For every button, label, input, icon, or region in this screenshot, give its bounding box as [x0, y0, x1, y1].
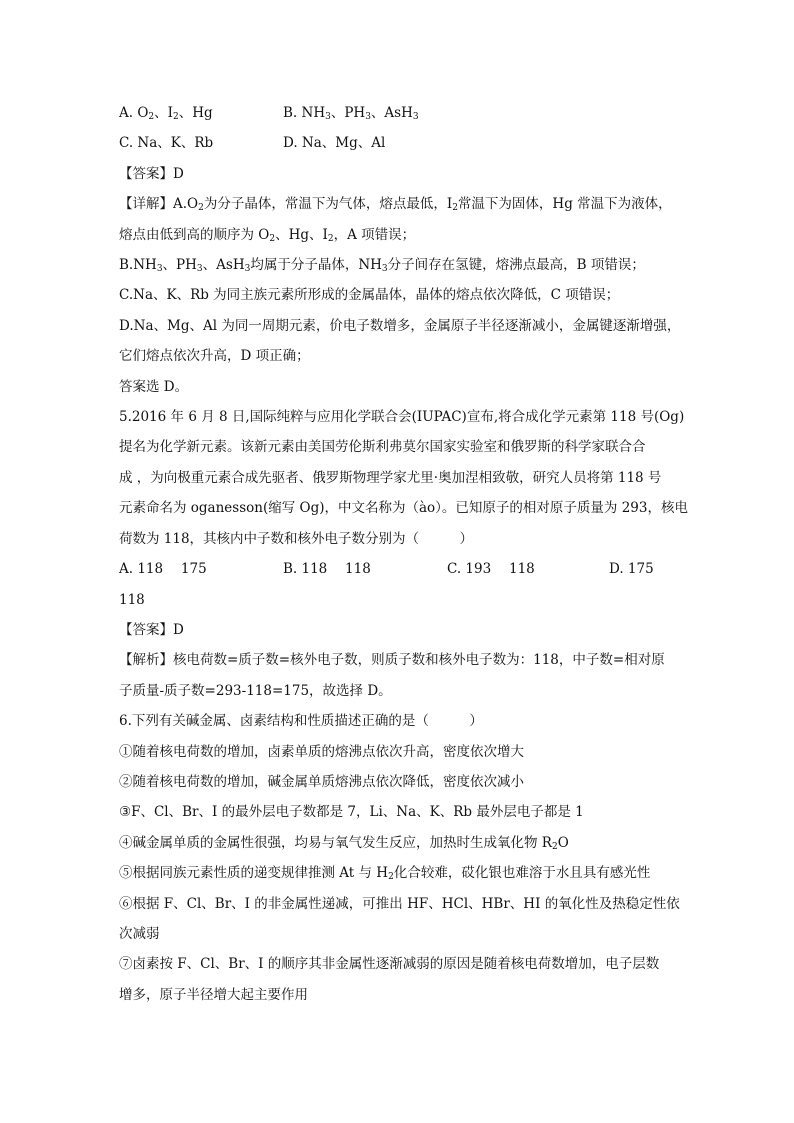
- q5-option-d: D. 175: [609, 561, 654, 578]
- q6-statement-1: ①随着核电荷数的增加，卤素单质的熔沸点依次升高，密度依次增大: [119, 743, 524, 760]
- q5-stem-line-4: 元素命名为 oganesson(缩写 Og)，中文名称为（ào）。已知原子的相对原子质量为 293，核电: [119, 500, 688, 517]
- q6-statement-7-line-2: 增多，原子半径增大起主要作用: [119, 986, 308, 1003]
- q5-option-b: B. 118 118: [283, 561, 371, 578]
- q4-options-row-1: [119, 98, 699, 128]
- q4-answer: 【答案】D: [119, 165, 184, 182]
- q6-statement-5: ⑤根据同族元素性质的递变规律推测 At 与 $H_2$化合较难，砹化银也难溶于水且具有感光性: [119, 865, 651, 883]
- q6-statement-7-line-1: ⑦卤素按 F、Cl、Br、I 的顺序其非金属性逐渐减弱的原因是随着核电荷数增加，电子层数: [119, 956, 660, 973]
- q6-stem: 6.下列有关碱金属、卤素结构和性质描述正确的是（ ）: [119, 713, 483, 730]
- q4-detail-line-3: $B.NH_3$、$PH_3$、AsH$_3$均属于分子晶体，$NH_3$分子间存在氢键，熔沸点最高，B 项错误；: [119, 257, 645, 275]
- q4-detail-line-5: D.Na、Mg、Al 为同一周期元素，价电子数增多，金属原子半径逐渐减小，金属键逐渐增强，: [119, 317, 681, 334]
- q4-option-a: A. $O_2$、$I_2$、Hg: [119, 105, 213, 122]
- document-page: [119, 98, 699, 1010]
- q5-option-c: C. 193 118: [447, 561, 535, 578]
- q5-options-row: [119, 554, 699, 584]
- q4-detail-line-4: C.Na、K、Rb 为同主族元素所形成的金属晶体，晶体的熔点依次降低，C 项错误；: [119, 287, 620, 304]
- q5-answer: 【答案】D: [119, 621, 184, 638]
- q4-detail-line-1: 【详解】$A.O_2$为分子晶体，常温下为气体，熔点最低，$I_2$常温下为固体，Hg 常温下为液体，: [119, 196, 672, 214]
- q5-stem-line-1: 5.2016 年 6 月 8 日,国际纯粹与应用化学联合会(IUPAC)宣布,将合成化学元素第 118 号(Og): [119, 409, 685, 426]
- q5-option-d-continued: 118: [119, 591, 145, 608]
- q5-stem-line-2: 提名为化学新元素。该新元素由美国劳伦斯利弗莫尔国家实验室和俄罗斯的科学家联合合: [119, 439, 646, 456]
- q4-detail-line-2: 熔点由低到高的顺序为 $O_2$、Hg、$I_2$，A 项错误；: [119, 226, 416, 244]
- q5-option-a: A. 118 175: [119, 561, 207, 578]
- q6-statement-6-line-2: 次减弱: [119, 925, 160, 942]
- q6-statement-6-line-1: ⑥根据 F、Cl、Br、I 的非金属性递减，可推出 HF、HCl、HBr、HI 的氧化性及热稳定性依: [119, 895, 680, 912]
- q4-detail-line-6: 它们熔点依次升高，D 项正确；: [119, 348, 310, 365]
- q4-option-d: D. Na、Mg、Al: [283, 135, 386, 152]
- q4-options-row-2: [119, 128, 699, 158]
- q5-analysis-line-1: 【解析】核电荷数=质子数=核外电子数，则质子数和核外电子数为：118，中子数=相对原: [119, 652, 665, 669]
- q4-detail-line-7: 答案选 D。: [119, 378, 189, 395]
- q5-analysis-line-2: 子质量-质子数=293-118=175，故选择 D。: [119, 682, 392, 699]
- q4-option-c: C. Na、K、Rb: [119, 135, 214, 152]
- q6-statement-4: ④碱金属单质的金属性很强，均易与氧气发生反应，加热时生成氧化物 $R_2O$: [119, 834, 569, 852]
- q6-statement-3: ③F、Cl、Br、I 的最外层电子数都是 7，Li、Na、K、Rb 最外层电子都是 1: [119, 804, 584, 821]
- q5-stem-line-5: 荷数为 118，其核内中子数和核外电子数分别为（ ）: [119, 530, 474, 547]
- q4-option-b: B. $NH_3$、$PH_3$、AsH$_3$: [283, 105, 419, 122]
- q6-statement-2: ②随着核电荷数的增加，碱金属单质熔沸点依次降低，密度依次减小: [119, 773, 524, 790]
- q5-stem-line-3: 成 ，为向极重元素合成先驱者、俄罗斯物理学家尤里·奥加涅相致敬，研究人员将第 118 号: [119, 469, 662, 486]
